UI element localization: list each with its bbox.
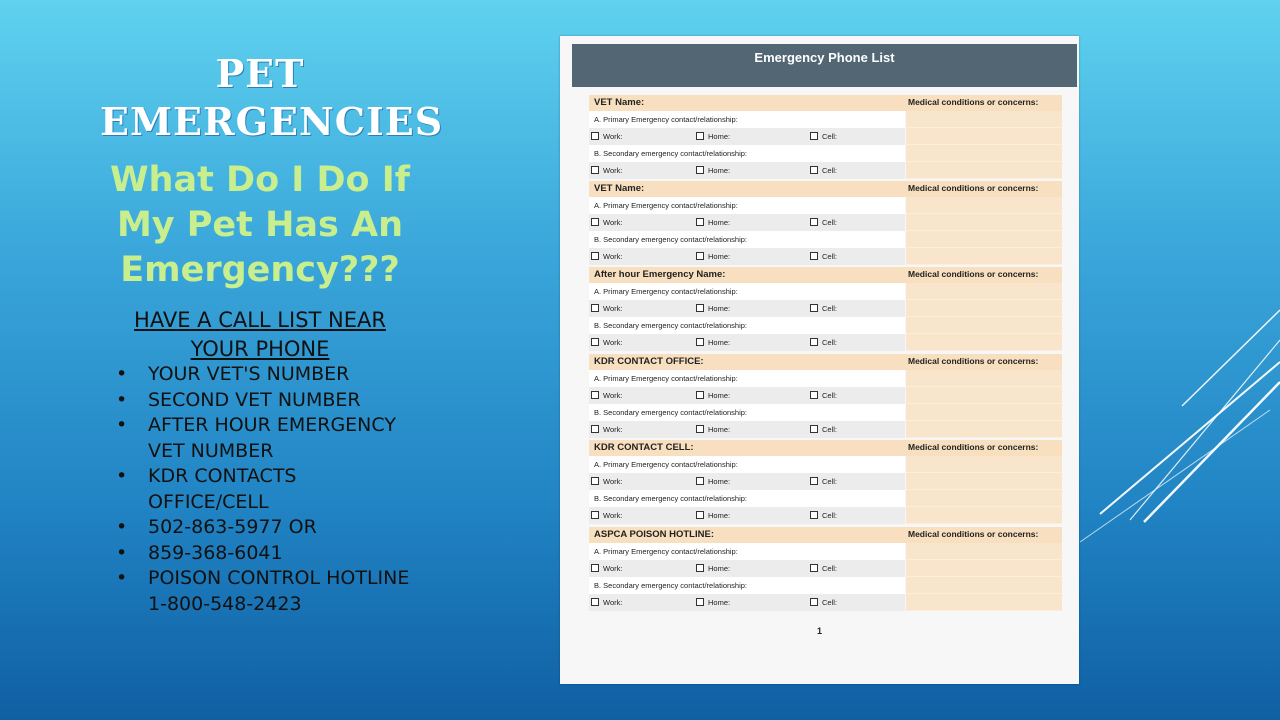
checkbox-icon[interactable] (591, 166, 599, 174)
phone-type-label: Cell: (822, 166, 838, 175)
checkbox-icon[interactable] (810, 511, 818, 519)
slide-title (100, 50, 444, 146)
cell-checkbox[interactable] (810, 564, 837, 573)
phone-list-section (589, 440, 1062, 524)
phone-type-label: Work: (603, 391, 623, 400)
checkbox-icon[interactable] (696, 425, 704, 433)
checkbox-icon[interactable] (696, 166, 704, 174)
checkbox-icon[interactable] (696, 391, 704, 399)
medical-notes-field[interactable] (906, 577, 1062, 594)
phone-type-label: Work: (603, 338, 623, 347)
phone-type-label: Work: (603, 166, 623, 175)
row-fill (589, 214, 905, 231)
medical-conditions-label: Medical conditions or concerns: (908, 269, 1039, 279)
contact-row (589, 490, 1062, 507)
phone-type-label: Cell: (822, 132, 838, 141)
section-name: VET Name: (594, 97, 645, 108)
contact-row (589, 317, 1062, 334)
checkbox-icon[interactable] (810, 132, 818, 140)
work-checkbox[interactable] (591, 477, 622, 486)
home-checkbox[interactable] (696, 252, 730, 261)
row-fill (589, 334, 905, 351)
phone-type-label: Home: (708, 338, 731, 347)
checkbox-icon[interactable] (591, 132, 599, 140)
medical-notes-field[interactable] (906, 145, 1062, 162)
work-checkbox[interactable] (591, 511, 622, 520)
phone-type-label: Work: (603, 598, 623, 607)
section-name: After hour Emergency Name: (594, 269, 726, 280)
home-checkbox[interactable] (696, 477, 730, 486)
phone-type-label: Cell: (822, 511, 838, 520)
medical-notes-field[interactable] (906, 214, 1062, 231)
medical-notes-field[interactable] (906, 197, 1062, 214)
checkbox-icon[interactable] (696, 252, 704, 260)
cell-checkbox[interactable] (810, 391, 837, 400)
contact-label: B. Secondary emergency contact/relationship: (594, 494, 747, 503)
home-checkbox[interactable] (696, 598, 730, 607)
row-fill (589, 248, 905, 265)
medical-notes-field[interactable] (906, 248, 1062, 265)
subtitle-line-1: What Do I Do If (109, 160, 411, 200)
phone-type-label: Work: (603, 511, 623, 520)
phone-row (589, 214, 1062, 231)
medical-notes-field[interactable] (906, 283, 1062, 300)
home-checkbox[interactable] (696, 304, 730, 313)
checkbox-icon[interactable] (810, 477, 818, 485)
phone-type-label: Work: (603, 564, 623, 573)
contact-label: B. Secondary emergency contact/relationship: (594, 321, 747, 330)
medical-notes-field[interactable] (906, 594, 1062, 611)
cell-checkbox[interactable] (810, 218, 837, 227)
contact-label: A. Primary Emergency contact/relationship: (594, 547, 738, 556)
work-checkbox[interactable] (591, 218, 622, 227)
checkbox-icon[interactable] (810, 338, 818, 346)
home-checkbox[interactable] (696, 391, 730, 400)
bullet-item: • KDR CONTACTS OFFICE/CELL (112, 464, 412, 515)
medical-notes-field[interactable] (906, 334, 1062, 351)
section-header (589, 354, 1062, 370)
work-checkbox[interactable] (591, 166, 622, 175)
work-checkbox[interactable] (591, 425, 622, 434)
home-checkbox[interactable] (696, 218, 730, 227)
phone-type-label: Cell: (822, 218, 838, 227)
checkbox-icon[interactable] (591, 598, 599, 606)
medical-notes-field[interactable] (906, 387, 1062, 404)
contact-row (589, 197, 1062, 214)
phone-type-label: Work: (603, 304, 623, 313)
work-checkbox[interactable] (591, 598, 622, 607)
cell-checkbox[interactable] (810, 132, 837, 141)
checkbox-icon[interactable] (810, 218, 818, 226)
contact-row (589, 111, 1062, 128)
checkbox-icon[interactable] (810, 598, 818, 606)
phone-type-label: Work: (603, 477, 623, 486)
phone-type-label: Cell: (822, 477, 838, 486)
cell-checkbox[interactable] (810, 304, 837, 313)
medical-notes-field[interactable] (906, 111, 1062, 128)
phone-row (589, 334, 1062, 351)
row-fill (589, 594, 905, 611)
work-checkbox[interactable] (591, 564, 622, 573)
medical-notes-field[interactable] (906, 456, 1062, 473)
phone-row (589, 421, 1062, 438)
checkbox-icon[interactable] (696, 218, 704, 226)
contact-row (589, 404, 1062, 421)
call-list-heading (110, 306, 410, 364)
phone-list-section (589, 354, 1062, 438)
section-header (589, 267, 1062, 283)
home-checkbox[interactable] (696, 338, 730, 347)
phone-row (589, 248, 1062, 265)
home-checkbox[interactable] (696, 132, 730, 141)
phone-list-section (589, 181, 1062, 265)
medical-notes-field[interactable] (906, 128, 1062, 145)
subtitle-line-3: Emergency??? (120, 250, 400, 290)
checkbox-icon[interactable] (591, 304, 599, 312)
contact-label: B. Secondary emergency contact/relationship: (594, 408, 747, 417)
checkbox-icon[interactable] (591, 218, 599, 226)
contact-label: B. Secondary emergency contact/relationship: (594, 581, 747, 590)
phone-type-label: Home: (708, 132, 731, 141)
phone-row (589, 507, 1062, 524)
medical-notes-field[interactable] (906, 162, 1062, 179)
medical-notes-field[interactable] (906, 560, 1062, 577)
medical-notes-field[interactable] (906, 404, 1062, 421)
contact-label: A. Primary Emergency contact/relationship: (594, 287, 738, 296)
home-checkbox[interactable] (696, 425, 730, 434)
cell-checkbox[interactable] (810, 338, 837, 347)
medical-notes-field[interactable] (906, 231, 1062, 248)
phone-type-label: Home: (708, 477, 731, 486)
section-header (589, 527, 1062, 543)
checkbox-icon[interactable] (810, 425, 818, 433)
medical-notes-field[interactable] (906, 317, 1062, 334)
home-checkbox[interactable] (696, 564, 730, 573)
checkbox-icon[interactable] (591, 511, 599, 519)
phone-type-label: Cell: (822, 425, 838, 434)
phone-type-label: Home: (708, 166, 731, 175)
contact-row (589, 543, 1062, 560)
phone-type-label: Cell: (822, 252, 838, 261)
section-header (589, 181, 1062, 197)
phone-type-label: Cell: (822, 598, 838, 607)
checkbox-icon[interactable] (696, 338, 704, 346)
cell-checkbox[interactable] (810, 166, 837, 175)
medical-conditions-label: Medical conditions or concerns: (908, 183, 1039, 193)
phone-list-section (589, 267, 1062, 351)
phone-type-label: Work: (603, 425, 623, 434)
work-checkbox[interactable] (591, 252, 622, 261)
phone-type-label: Home: (708, 304, 731, 313)
row-fill (589, 128, 905, 145)
contact-row (589, 456, 1062, 473)
checkbox-icon[interactable] (810, 252, 818, 260)
row-fill (589, 300, 905, 317)
medical-conditions-label: Medical conditions or concerns: (908, 356, 1039, 366)
medical-conditions-label: Medical conditions or concerns: (908, 97, 1039, 107)
row-fill (589, 473, 905, 490)
section-header (589, 95, 1062, 111)
checkbox-icon[interactable] (591, 564, 599, 572)
medical-notes-field[interactable] (906, 300, 1062, 317)
row-fill (589, 560, 905, 577)
contact-row (589, 370, 1062, 387)
medical-notes-field[interactable] (906, 370, 1062, 387)
checkbox-icon[interactable] (591, 391, 599, 399)
home-checkbox[interactable] (696, 511, 730, 520)
phone-row (589, 300, 1062, 317)
call-list-bullets (112, 362, 412, 617)
checkbox-icon[interactable] (696, 511, 704, 519)
phone-type-label: Cell: (822, 391, 838, 400)
checkbox-icon[interactable] (696, 598, 704, 606)
cell-checkbox[interactable] (810, 252, 837, 261)
contact-label: A. Primary Emergency contact/relationship: (594, 115, 738, 124)
phone-type-label: Work: (603, 218, 623, 227)
medical-notes-field[interactable] (906, 490, 1062, 507)
phone-type-label: Home: (708, 425, 731, 434)
row-fill (589, 507, 905, 524)
cell-checkbox[interactable] (810, 511, 837, 520)
cell-checkbox[interactable] (810, 477, 837, 486)
subtitle-line-2: My Pet Has An (116, 205, 404, 245)
checkbox-icon[interactable] (810, 304, 818, 312)
checkbox-icon[interactable] (810, 166, 818, 174)
phone-type-label: Work: (603, 132, 623, 141)
phone-row (589, 162, 1062, 179)
row-fill (589, 421, 905, 438)
bullet-item: • 502-863-5977 OR (112, 515, 412, 541)
contact-label: B. Secondary emergency contact/relationship: (594, 149, 747, 158)
phone-type-label: Home: (708, 218, 731, 227)
call-heading-line-1: HAVE A CALL LIST NEAR (134, 308, 386, 332)
phone-type-label: Home: (708, 564, 731, 573)
contact-label: A. Primary Emergency contact/relationship: (594, 201, 738, 210)
phone-type-label: Cell: (822, 564, 838, 573)
work-checkbox[interactable] (591, 304, 622, 313)
medical-notes-field[interactable] (906, 421, 1062, 438)
decorative-lines (1060, 300, 1280, 560)
contact-label: A. Primary Emergency contact/relationship: (594, 460, 738, 469)
phone-type-label: Home: (708, 598, 731, 607)
phone-type-label: Home: (708, 252, 731, 261)
section-name: VET Name: (594, 183, 645, 194)
call-heading-line-2: YOUR PHONE (190, 337, 330, 361)
phone-type-label: Home: (708, 511, 731, 520)
phone-type-label: Home: (708, 391, 731, 400)
phone-list-section (589, 527, 1062, 611)
contact-label: B. Secondary emergency contact/relationship: (594, 235, 747, 244)
checkbox-icon[interactable] (696, 477, 704, 485)
work-checkbox[interactable] (591, 338, 622, 347)
bullet-item: • 859-368-6041 (112, 541, 412, 567)
document-header: Emergency Phone List (572, 44, 1077, 87)
emergency-phone-list-document (560, 36, 1079, 684)
row-fill (589, 162, 905, 179)
phone-type-label: Cell: (822, 338, 838, 347)
title-line-2: EMERGENCIES (100, 99, 444, 144)
row-fill (589, 387, 905, 404)
checkbox-icon[interactable] (696, 132, 704, 140)
phone-row (589, 473, 1062, 490)
cell-checkbox[interactable] (810, 598, 837, 607)
bullet-item: • POISON CONTROL HOTLINE 1-800-548-2423 (112, 566, 412, 617)
checkbox-icon[interactable] (591, 477, 599, 485)
checkbox-icon[interactable] (810, 564, 818, 572)
contact-row (589, 283, 1062, 300)
medical-notes-field[interactable] (906, 507, 1062, 524)
section-name: KDR CONTACT CELL: (594, 442, 694, 453)
phone-row (589, 594, 1062, 611)
phone-type-label: Work: (603, 252, 623, 261)
home-checkbox[interactable] (696, 166, 730, 175)
phone-row (589, 387, 1062, 404)
checkbox-icon[interactable] (591, 425, 599, 433)
phone-list-section (589, 95, 1062, 179)
section-header (589, 440, 1062, 456)
bullet-item: • AFTER HOUR EMERGENCY VET NUMBER (112, 413, 412, 464)
title-line-1: PET (215, 51, 305, 96)
phone-row (589, 128, 1062, 145)
medical-conditions-label: Medical conditions or concerns: (908, 529, 1039, 539)
checkbox-icon[interactable] (591, 338, 599, 346)
checkbox-icon[interactable] (591, 252, 599, 260)
slide-subtitle (100, 158, 420, 293)
bullet-item: • SECOND VET NUMBER (112, 388, 412, 414)
checkbox-icon[interactable] (696, 564, 704, 572)
bullet-item: • YOUR VET'S NUMBER (112, 362, 412, 388)
contact-row (589, 577, 1062, 594)
page-number: 1 (816, 626, 822, 636)
medical-conditions-label: Medical conditions or concerns: (908, 442, 1039, 452)
contact-label: A. Primary Emergency contact/relationship: (594, 374, 738, 383)
medical-notes-field[interactable] (906, 473, 1062, 490)
contact-row (589, 145, 1062, 162)
checkbox-icon[interactable] (696, 304, 704, 312)
cell-checkbox[interactable] (810, 425, 837, 434)
work-checkbox[interactable] (591, 132, 622, 141)
phone-type-label: Cell: (822, 304, 838, 313)
checkbox-icon[interactable] (810, 391, 818, 399)
section-name: ASPCA POISON HOTLINE: (594, 529, 714, 540)
contact-row (589, 231, 1062, 248)
work-checkbox[interactable] (591, 391, 622, 400)
phone-row (589, 560, 1062, 577)
medical-notes-field[interactable] (906, 543, 1062, 560)
section-name: KDR CONTACT OFFICE: (594, 356, 704, 367)
